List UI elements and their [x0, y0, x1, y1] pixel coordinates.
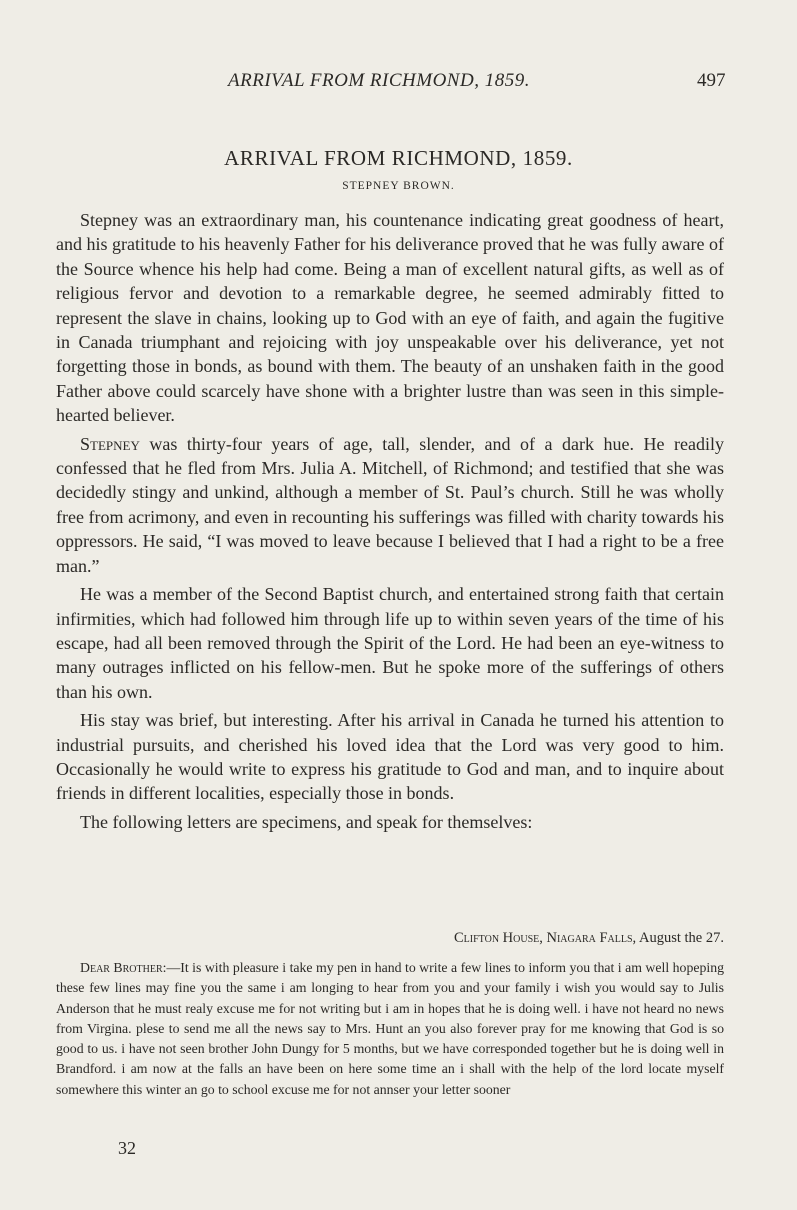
paragraph-2-text: was thirty-four years of age, tall, slender, and of a dark hue. He readily confessed that he fled from Mrs. Julia A. Mitchell, of Richmond; and testified that she was decidedly stingy and unkind, although a member of St. Paul’s church. Still he was wholly free from acrimony, and even in recounting his sufferings was filled with charity towards his oppressors. He said, “I was moved to leave because I believed that I had a right to be a free man.”: [56, 433, 724, 576]
letter-body: [56, 958, 724, 1100]
letter-salutation: Dear Brother: [80, 960, 163, 975]
dateline-place: Clifton House, Niagara Falls,: [454, 930, 637, 946]
chapter-subtitle: STEPNEY BROWN.: [342, 180, 455, 192]
paragraph-5: The following letters are specimens, and speak for themselves:: [80, 811, 533, 832]
paragraph-1: Stepney was an extraordinary man, his countenance indicating great goodness of heart, and his gratitude to his heavenly Father for his deliverance proved that he was fully aware of the Source whence his help had come. Being a man of excellent natural gifts, as well as of religious fervor and devotion to a remarkable degree, he seemed admirably fitted to represent the slave in chains, looking up to God with an eye of faith, and again the fugitive in Canada triumphant and rejoicing with joy unspeakable over his deliverance, yet not forgetting those in bonds, as bound with them. The beauty of an unshaken faith in the good Father above could scarcely have shone with a brighter lustre than was seen in this simple-hearted believer.: [56, 210, 724, 426]
running-head: [0, 70, 797, 98]
paragraph-4: His stay was brief, but interesting. After his arrival in Canada he turned his attention to industrial pursuits, and cherished his loved idea that the Lord was very good to him. Occasionally he would write to express his gratitude to God and man, and to inquire about friends in different localities, especially those in bonds.: [56, 710, 724, 804]
chapter-title: ARRIVAL FROM RICHMOND, 1859.: [224, 146, 573, 170]
letter-text: :—It is with pleasure i take my pen in hand to write a few lines to inform you that i am well hopeping these few lines may fine you the same i am longing to hear from you and your family i wish you would say to Julis Anderson that he must realy excuse me for not writing but i am in hopes that he is doing well. i have not heard no news from Virgina. plese to send me all the news say to Mrs. Hunt an you also forever pray for me knowing that God is so good to us. i have not seen brother John Dungy for 5 months, but we have corresponded together but he is doing well in Brandford. i am now at the falls an have been on here some time an i shall with the help of the lord locate myself somewhere this winter an go to school excuse me for not annser your letter sooner: [56, 960, 724, 1097]
paragraph-3: He was a member of the Second Baptist church, and entertained strong faith that certain infirmities, which had followed him through life up to within seven years of the time of his escape, had all been removed through the Spirit of the Lord. He had been an eye-witness to many outrages inflicted on his fellow-men. But he spoke more of the sufferings of others than his own.: [56, 584, 724, 702]
signature-mark: 32: [118, 1138, 136, 1158]
running-head-title: ARRIVAL FROM RICHMOND, 1859.: [228, 70, 530, 91]
dateline-date: August the 27.: [636, 930, 724, 946]
paragraph-2: [56, 432, 724, 578]
paragraph-2-lead: Stepney: [80, 433, 140, 454]
letter-dateline: [56, 930, 724, 947]
page-number: 497: [697, 70, 726, 91]
body-text: [56, 208, 724, 834]
